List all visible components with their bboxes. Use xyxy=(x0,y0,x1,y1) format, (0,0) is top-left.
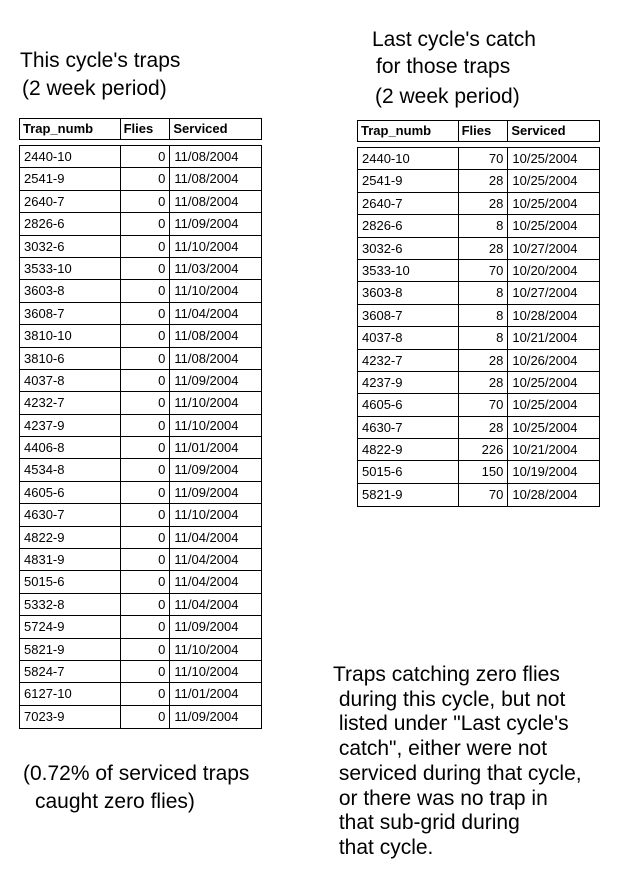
trap-number-cell: 6127-10 xyxy=(20,683,121,704)
table-row xyxy=(358,394,599,416)
table-row xyxy=(20,146,261,168)
table-row xyxy=(20,213,261,235)
table-row xyxy=(20,616,261,638)
serviced-date-cell: 11/08/2004 xyxy=(174,193,239,209)
flies-cell: 150 xyxy=(459,461,509,482)
serviced-date-cell: 10/20/2004 xyxy=(512,262,578,278)
serviced-date-cell: 11/01/2004 xyxy=(174,440,239,456)
serviced-date-cell: 11/10/2004 xyxy=(174,283,239,299)
trap-number-cell: 2826-6 xyxy=(20,213,121,234)
right-note-line: listed under "Last cycle's xyxy=(333,712,569,736)
serviced-date-cell: 10/25/2004 xyxy=(512,195,578,211)
flies-cell: 0 xyxy=(121,325,171,346)
trap-number-cell: 4237-9 xyxy=(358,372,459,393)
trap-number-cell: 5332-8 xyxy=(20,594,121,615)
flies-cell: 0 xyxy=(121,616,171,637)
serviced-date-cell: 11/04/2004 xyxy=(174,574,239,590)
flies-cell: 70 xyxy=(459,394,509,415)
serviced-date-cell: 10/21/2004 xyxy=(512,330,578,346)
table-row xyxy=(20,370,261,392)
trap-number-cell: 4630-7 xyxy=(20,504,121,525)
table-row xyxy=(20,303,261,325)
table-row xyxy=(20,594,261,616)
flies-cell: 0 xyxy=(121,258,171,279)
table-row xyxy=(358,461,599,483)
flies-cell: 28 xyxy=(459,193,509,214)
right-note-line: or there was no trap in xyxy=(333,786,548,810)
trap-number-cell: 4822-9 xyxy=(20,527,121,548)
right-note-line: catch", either were not xyxy=(333,737,548,761)
right-note-line: during this cycle, but not xyxy=(333,687,566,711)
trap-number-cell: 3608-7 xyxy=(358,305,459,326)
flies-cell: 28 xyxy=(459,417,509,438)
flies-cell: 8 xyxy=(459,327,509,348)
trap-number-cell: 3810-10 xyxy=(20,325,121,346)
trap-number-cell: 2541-9 xyxy=(358,170,459,191)
table-row xyxy=(358,170,599,192)
trap-number-cell: 3810-6 xyxy=(20,348,121,369)
table-row xyxy=(358,439,599,461)
flies-cell: 0 xyxy=(121,571,171,592)
serviced-date-cell: 11/09/2004 xyxy=(174,484,239,500)
flies-cell: 8 xyxy=(459,305,509,326)
table-row xyxy=(358,215,599,237)
serviced-date-cell: 11/10/2004 xyxy=(174,641,239,657)
flies-cell: 0 xyxy=(121,459,171,480)
serviced-date-cell: 10/26/2004 xyxy=(512,352,578,368)
serviced-date-cell: 11/10/2004 xyxy=(174,238,239,254)
flies-cell: 0 xyxy=(121,706,171,728)
flies-cell: 0 xyxy=(121,594,171,615)
trap-number-cell: 5015-6 xyxy=(358,461,459,482)
trap-number-cell: 3533-10 xyxy=(358,260,459,281)
flies-cell: 0 xyxy=(121,168,171,189)
trap-number-cell: 5015-6 xyxy=(20,571,121,592)
serviced-date-cell: 11/09/2004 xyxy=(174,619,239,635)
flies-cell: 0 xyxy=(121,280,171,301)
trap-number-cell: 3032-6 xyxy=(20,236,121,257)
trap-number-cell: 4037-8 xyxy=(358,327,459,348)
table-row xyxy=(358,260,599,282)
right-header-trap: Trap_numb xyxy=(358,121,459,141)
flies-cell: 0 xyxy=(121,504,171,525)
trap-number-cell: 5821-9 xyxy=(20,639,121,660)
flies-cell: 70 xyxy=(459,484,509,506)
serviced-date-cell: 10/25/2004 xyxy=(512,374,578,390)
trap-number-cell: 4605-6 xyxy=(358,394,459,415)
serviced-date-cell: 10/25/2004 xyxy=(512,218,578,234)
trap-number-cell: 2640-7 xyxy=(20,191,121,212)
table-row xyxy=(20,527,261,549)
table-row xyxy=(20,258,261,280)
flies-cell: 8 xyxy=(459,282,509,303)
table-row xyxy=(358,484,599,506)
table-row xyxy=(20,191,261,213)
table-row xyxy=(358,350,599,372)
flies-cell: 8 xyxy=(459,215,509,236)
table-row xyxy=(20,415,261,437)
flies-cell: 0 xyxy=(121,146,171,167)
serviced-date-cell: 11/09/2004 xyxy=(174,216,239,232)
trap-number-cell: 4831-9 xyxy=(20,549,121,570)
serviced-date-cell: 11/08/2004 xyxy=(174,149,239,164)
flies-cell: 0 xyxy=(121,370,171,391)
flies-cell: 70 xyxy=(459,260,509,281)
flies-cell: 0 xyxy=(121,639,171,660)
table-row xyxy=(358,193,599,215)
trap-number-cell: 4237-9 xyxy=(20,415,121,436)
table-row xyxy=(20,459,261,481)
table-row xyxy=(358,305,599,327)
serviced-date-cell: 11/03/2004 xyxy=(174,260,239,276)
table-row xyxy=(20,392,261,414)
serviced-date-cell: 11/09/2004 xyxy=(174,708,239,724)
flies-cell: 0 xyxy=(121,303,171,324)
table-row xyxy=(358,417,599,439)
trap-number-cell: 7023-9 xyxy=(20,706,121,728)
serviced-date-cell: 11/08/2004 xyxy=(174,328,239,344)
trap-number-cell: 4630-7 xyxy=(358,417,459,438)
table-row xyxy=(20,504,261,526)
right-note-line: that cycle. xyxy=(333,835,434,859)
serviced-date-cell: 11/10/2004 xyxy=(174,417,239,433)
table-row xyxy=(358,282,599,304)
trap-number-cell: 2826-6 xyxy=(358,215,459,236)
trap-number-cell: 4232-7 xyxy=(20,392,121,413)
serviced-date-cell: 11/04/2004 xyxy=(174,529,239,545)
serviced-date-cell: 10/27/2004 xyxy=(512,285,578,301)
left-table-body xyxy=(19,145,262,729)
table-row xyxy=(20,348,261,370)
table-row xyxy=(20,236,261,258)
left-note-line1: (0.72% of serviced traps xyxy=(23,762,250,785)
right-title-line2: for those traps xyxy=(376,55,511,78)
flies-cell: 28 xyxy=(459,238,509,259)
flies-cell: 28 xyxy=(459,350,509,371)
left-header-serviced: Serviced xyxy=(173,121,228,136)
trap-number-cell: 2440-10 xyxy=(358,148,459,169)
flies-cell: 0 xyxy=(121,191,171,212)
right-header-serviced: Serviced xyxy=(511,123,566,138)
trap-number-cell: 2640-7 xyxy=(358,193,459,214)
flies-cell: 70 xyxy=(459,148,509,169)
right-note xyxy=(333,663,582,861)
serviced-date-cell: 10/25/2004 xyxy=(512,397,578,413)
table-row xyxy=(358,327,599,349)
flies-cell: 0 xyxy=(121,661,171,682)
right-note-line: Traps catching zero flies xyxy=(333,663,560,686)
trap-number-cell: 4822-9 xyxy=(358,439,459,460)
serviced-date-cell: 10/19/2004 xyxy=(512,464,578,480)
serviced-date-cell: 10/25/2004 xyxy=(512,419,578,435)
serviced-date-cell: 10/28/2004 xyxy=(512,486,578,502)
flies-cell: 0 xyxy=(121,437,171,458)
serviced-date-cell: 11/08/2004 xyxy=(174,171,239,187)
serviced-date-cell: 11/09/2004 xyxy=(174,372,239,388)
right-header-flies: Flies xyxy=(459,121,509,141)
serviced-date-cell: 10/27/2004 xyxy=(512,240,578,256)
serviced-date-cell: 11/04/2004 xyxy=(174,596,239,612)
flies-cell: 0 xyxy=(121,482,171,503)
trap-number-cell: 4605-6 xyxy=(20,482,121,503)
serviced-date-cell: 10/25/2004 xyxy=(512,173,578,189)
flies-cell: 28 xyxy=(459,170,509,191)
flies-cell: 0 xyxy=(121,213,171,234)
right-note-line: that sub-grid during xyxy=(333,811,520,835)
serviced-date-cell: 10/25/2004 xyxy=(512,151,578,166)
left-title-line1: This cycle's traps xyxy=(20,49,181,72)
table-row xyxy=(20,639,261,661)
trap-number-cell: 5824-7 xyxy=(20,661,121,682)
trap-number-cell: 3032-6 xyxy=(358,238,459,259)
table-row xyxy=(20,661,261,683)
table-row xyxy=(20,571,261,593)
left-note-line2: caught zero flies) xyxy=(35,790,195,813)
table-row xyxy=(20,482,261,504)
table-row xyxy=(20,168,261,190)
serviced-date-cell: 10/28/2004 xyxy=(512,307,578,323)
serviced-date-cell: 11/04/2004 xyxy=(174,305,239,321)
trap-number-cell: 5821-9 xyxy=(358,484,459,506)
trap-number-cell: 2541-9 xyxy=(20,168,121,189)
right-title-line1: Last cycle's catch xyxy=(372,28,536,51)
serviced-date-cell: 11/10/2004 xyxy=(174,663,239,679)
flies-cell: 0 xyxy=(121,348,171,369)
flies-cell: 28 xyxy=(459,372,509,393)
table-row xyxy=(20,280,261,302)
trap-number-cell: 4037-8 xyxy=(20,370,121,391)
table-row xyxy=(358,372,599,394)
table-row xyxy=(20,683,261,705)
trap-number-cell: 4534-8 xyxy=(20,459,121,480)
flies-cell: 0 xyxy=(121,392,171,413)
right-table-body xyxy=(357,147,600,507)
table-row xyxy=(20,437,261,459)
left-header-flies: Flies xyxy=(121,119,171,139)
flies-cell: 226 xyxy=(459,439,509,460)
flies-cell: 0 xyxy=(121,527,171,548)
flies-cell: 0 xyxy=(121,236,171,257)
left-table-header xyxy=(19,118,262,140)
table-row xyxy=(358,148,599,170)
flies-cell: 0 xyxy=(121,683,171,704)
serviced-date-cell: 11/01/2004 xyxy=(174,686,239,702)
right-title-line3: (2 week period) xyxy=(375,85,520,108)
trap-number-cell: 4232-7 xyxy=(358,350,459,371)
table-row xyxy=(358,238,599,260)
trap-number-cell: 5724-9 xyxy=(20,616,121,637)
serviced-date-cell: 11/10/2004 xyxy=(174,395,239,411)
right-note-line: serviced during that cycle, xyxy=(333,761,582,785)
trap-number-cell: 3603-8 xyxy=(20,280,121,301)
trap-number-cell: 3608-7 xyxy=(20,303,121,324)
serviced-date-cell: 11/10/2004 xyxy=(174,507,239,523)
trap-number-cell: 3603-8 xyxy=(358,282,459,303)
left-header-trap: Trap_numb xyxy=(20,119,121,139)
serviced-date-cell: 10/21/2004 xyxy=(512,442,578,458)
table-row xyxy=(20,325,261,347)
serviced-date-cell: 11/04/2004 xyxy=(174,552,239,568)
right-table-header xyxy=(357,120,600,142)
serviced-date-cell: 11/08/2004 xyxy=(174,350,239,366)
trap-number-cell: 4406-8 xyxy=(20,437,121,458)
trap-number-cell: 2440-10 xyxy=(20,146,121,167)
flies-cell: 0 xyxy=(121,415,171,436)
table-row xyxy=(20,706,261,728)
table-row xyxy=(20,549,261,571)
serviced-date-cell: 11/09/2004 xyxy=(174,462,239,478)
left-title-line2: (2 week period) xyxy=(22,77,167,100)
trap-number-cell: 3533-10 xyxy=(20,258,121,279)
flies-cell: 0 xyxy=(121,549,171,570)
